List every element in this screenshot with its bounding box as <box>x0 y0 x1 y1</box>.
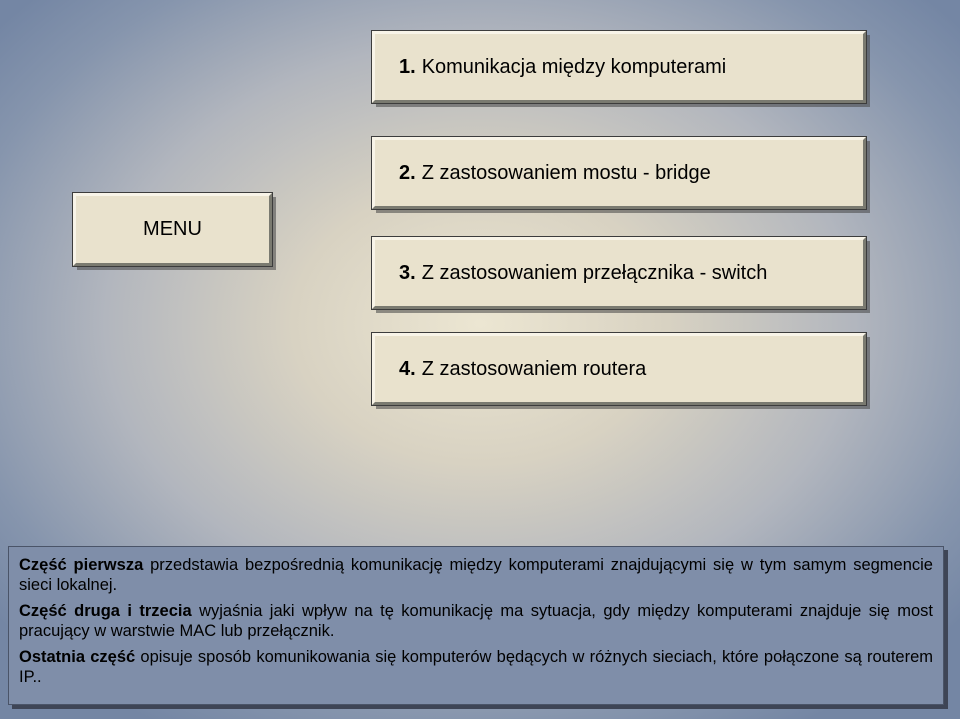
menu-button[interactable] <box>73 193 272 266</box>
menu-item-number: 4. <box>399 357 416 380</box>
menu-item-switch[interactable] <box>372 237 866 309</box>
description-heading-1: Część pierwsza <box>19 556 144 574</box>
menu-item-label: Z zastosowaniem mostu - bridge <box>421 161 711 184</box>
menu-button-label: MENU <box>143 218 202 240</box>
description-text-1: przedstawia bezpośrednią komunikację między komputerami znajdującymi się w tym samym segmencie sieci lokalnej. <box>19 556 933 594</box>
menu-item-number: 3. <box>399 261 416 284</box>
menu-item-bridge[interactable] <box>372 137 866 209</box>
description-paragraph-3 <box>19 647 933 687</box>
menu-item-number: 1. <box>399 55 416 78</box>
description-heading-3: Ostatnia część <box>19 648 136 666</box>
menu-item-label: Z zastosowaniem przełącznika - switch <box>421 261 768 284</box>
menu-item-label: Komunikacja między komputerami <box>421 55 727 78</box>
description-paragraph-2 <box>19 601 933 641</box>
description-panel <box>8 546 944 705</box>
menu-item-communication[interactable] <box>372 31 866 103</box>
menu-item-label: Z zastosowaniem routera <box>421 357 647 380</box>
description-text-2: wyjaśnia jaki wpływ na tę komunikację ma sytuacja, gdy między komputerami znajduje się most pracujący w warstwie MAC lub przełącznik. <box>19 602 933 640</box>
description-paragraph-1 <box>19 555 933 595</box>
description-text-3: opisuje sposób komunikowania się komputerów będących w różnych sieciach, które połączone są routerem IP.. <box>19 648 933 686</box>
menu-item-number: 2. <box>399 161 416 184</box>
menu-item-router[interactable] <box>372 333 866 405</box>
description-heading-2: Część druga i trzecia <box>19 602 192 620</box>
